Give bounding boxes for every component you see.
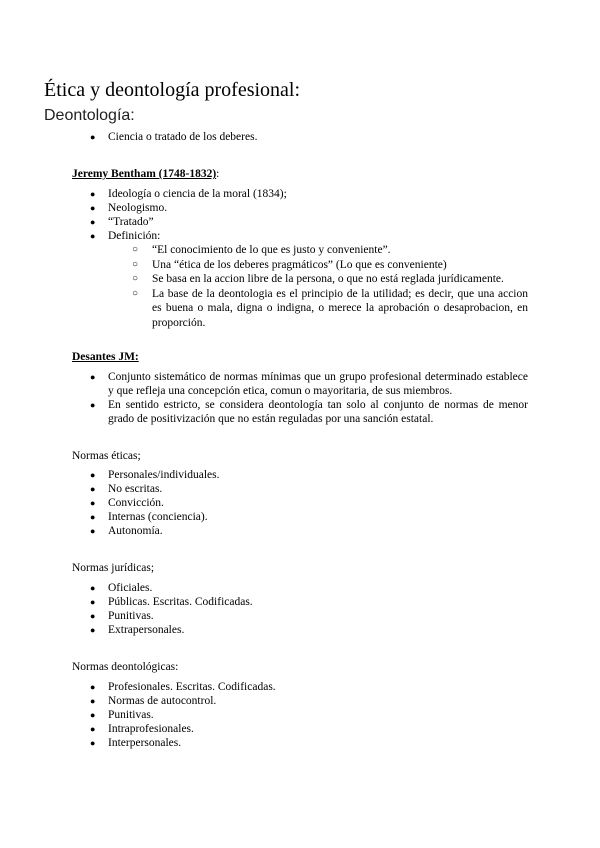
normas-deontologicas-list (90, 680, 528, 750)
circle-bullet-icon: ○ (132, 244, 139, 255)
list-item (90, 496, 528, 510)
list-item-text: Conjunto sistemático de normas mínimas que un grupo profesional determinado establece y que refleja una concepción etica, comun o mayoritaria, de sus miembros. (108, 371, 528, 397)
bullet-icon: ● (90, 597, 96, 607)
list-item-text: Extrapersonales. (108, 624, 185, 636)
list-item-text: No escritas. (108, 483, 163, 495)
list-item (90, 609, 528, 623)
list-item-text: Interpersonales. (108, 737, 182, 749)
list-item-text: Autonomía. (108, 525, 163, 537)
bullet-icon: ● (90, 710, 96, 720)
bullet-icon: ● (90, 583, 96, 593)
list-item (90, 722, 528, 736)
list-item (90, 510, 528, 524)
bullet-icon: ● (90, 189, 96, 199)
list-item-text: Punitivas. (108, 709, 154, 721)
normas-eticas-heading: Normas éticas; (72, 450, 141, 462)
list-item (90, 524, 528, 538)
list-item (90, 595, 528, 609)
normas-juridicas-list (90, 581, 528, 637)
normas-juridicas-heading: Normas jurídicas; (72, 562, 155, 574)
list-item-text: Intraprofesionales. (108, 723, 194, 735)
list-item-text: Personales/individuales. (108, 469, 220, 481)
section-subtitle: Deontología: (44, 107, 135, 124)
list-item (90, 694, 528, 708)
sublist-item (132, 287, 528, 331)
bullet-icon: ● (90, 512, 96, 522)
list-item-text: “Tratado” (108, 216, 154, 228)
list-item (90, 581, 528, 595)
bullet-icon: ● (90, 696, 96, 706)
list-item-text: Ciencia o tratado de los deberes. (108, 131, 258, 143)
bullet-icon: ● (90, 217, 96, 227)
list-item (90, 468, 528, 482)
bullet-icon: ● (90, 625, 96, 635)
bullet-icon: ● (90, 132, 96, 142)
bentham-heading-line (72, 167, 219, 181)
sublist-item-text: Se basa en la accion libre de la persona, o que no está reglada jurídicamente. (152, 273, 504, 285)
list-item (90, 482, 528, 496)
list-item (90, 201, 528, 215)
bentham-list (90, 187, 528, 330)
intro-list (90, 130, 528, 144)
sublist-item-text: Una “ética de los deberes pragmáticos” (Lo que es conveniente) (152, 258, 447, 271)
list-item (90, 708, 528, 722)
list-item (90, 229, 528, 330)
list-item-text: Convicción. (108, 497, 164, 509)
list-item-text: Públicas. Escritas. Codificadas. (108, 596, 253, 608)
bullet-icon: ● (90, 682, 96, 692)
normas-deontologicas-heading: Normas deontológicas: (72, 661, 179, 673)
document-title: Ética y deontología profesional: (44, 79, 301, 101)
list-item-text: Internas (conciencia). (108, 511, 208, 523)
list-item-text: Definición: (108, 230, 161, 242)
list-item (90, 130, 528, 144)
list-item-text: En sentido estricto, se considera deontología tan solo al conjunto de normas de menor grado de positivización que no están reguladas por una sanción estatal. (108, 399, 528, 425)
bullet-icon: ● (90, 738, 96, 748)
desantes-heading: Desantes JM: (72, 351, 139, 363)
sublist-item-text: La base de la deontologia es el principio de la utilidad; es decir, que una accion es buena o mala, digna o indigna, o merece la aprobación o desaprobacion, en proporción. (152, 287, 528, 329)
list-item-text: Normas de autocontrol. (108, 695, 217, 707)
bullet-icon: ● (90, 231, 96, 241)
list-item (90, 370, 528, 398)
heading-suffix: : (216, 168, 220, 180)
list-item (90, 215, 528, 229)
list-item-text: Profesionales. Escritas. Codificadas. (108, 681, 276, 693)
list-item-text: Ideología o ciencia de la moral (1834); (108, 188, 287, 200)
definition-sublist (132, 243, 528, 330)
bullet-icon: ● (90, 484, 96, 494)
sublist-item (132, 258, 528, 273)
list-item (90, 623, 528, 637)
list-item (90, 187, 528, 201)
bentham-heading: Jeremy Bentham (1748-1832) (72, 168, 217, 180)
normas-eticas-list (90, 468, 528, 538)
bullet-icon: ● (90, 611, 96, 621)
list-item-text: Oficiales. (108, 582, 153, 594)
bullet-icon: ● (90, 400, 96, 410)
list-item-text: Punitivas. (108, 610, 154, 622)
list-item (90, 680, 528, 694)
bullet-icon: ● (90, 372, 96, 382)
list-item (90, 736, 528, 750)
bullet-icon: ● (90, 470, 96, 480)
list-item (90, 398, 528, 426)
sublist-item (132, 243, 528, 258)
sublist-item-text: “El conocimiento de lo que es justo y conveniente”. (152, 244, 391, 256)
circle-bullet-icon: ○ (132, 287, 139, 299)
bullet-icon: ● (90, 724, 96, 734)
circle-bullet-icon: ○ (132, 273, 139, 284)
bullet-icon: ● (90, 526, 96, 536)
list-item-text: Neologismo. (108, 202, 168, 214)
sublist-item (132, 272, 528, 287)
desantes-list (90, 370, 528, 426)
bullet-icon: ● (90, 203, 96, 213)
circle-bullet-icon: ○ (132, 258, 139, 270)
bullet-icon: ● (90, 498, 96, 508)
